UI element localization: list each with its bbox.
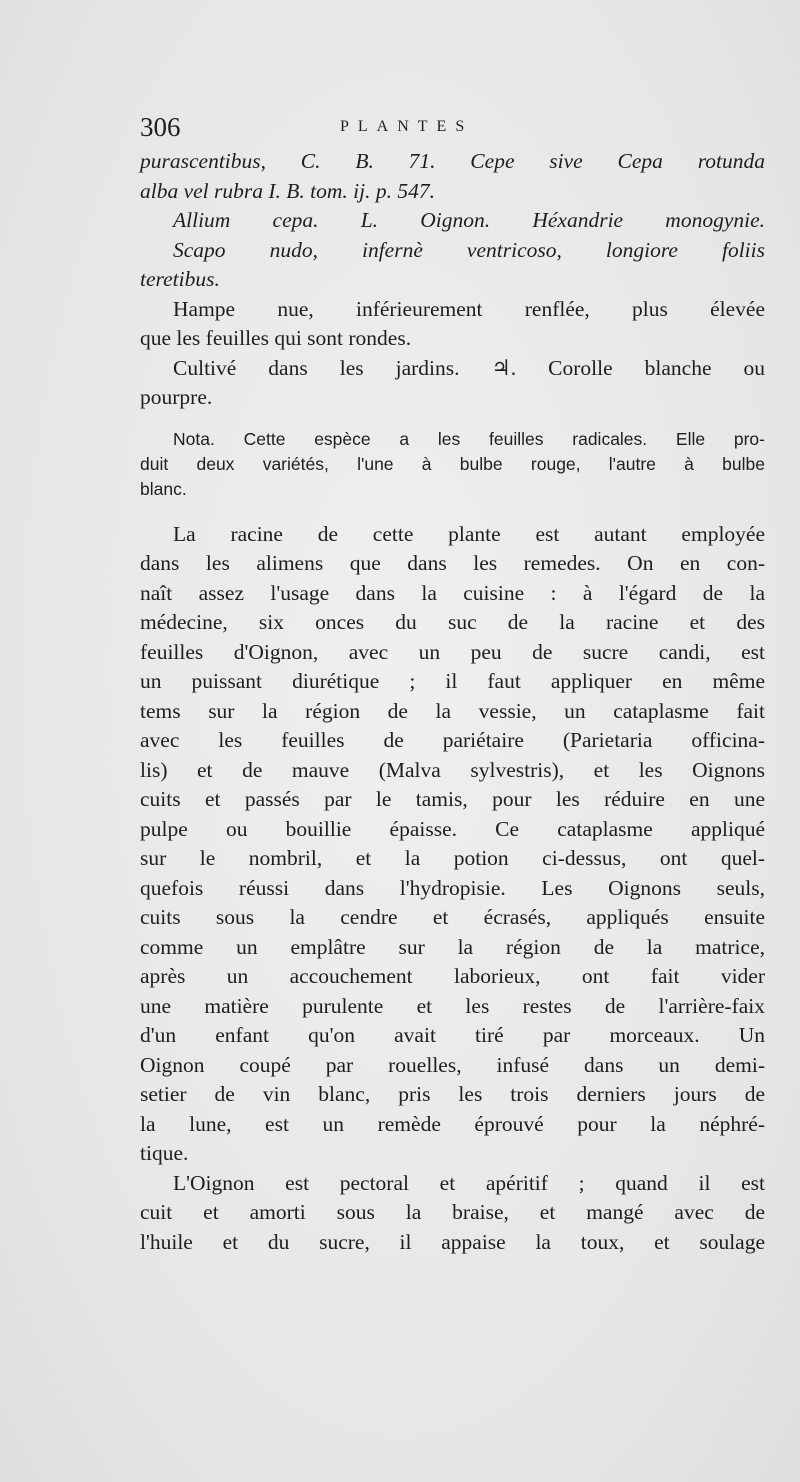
entry-line: purascentibus, C. B. 71. Cepe sive Cepa rotunda [140,149,765,173]
body-line: cuits sous la cendre et écrasés, appliqués ensuite [140,905,765,929]
body-line: tems sur la région de la vessie, un cataplasme fait [140,698,765,723]
entry-line: pourpre. [140,385,213,409]
body-line: médecine, six onces du suc de la racine et des [140,610,765,634]
body-line: une matière purulente et les restes de l'arrière-faix [140,993,765,1018]
body-line: naît assez l'usage dans la cuisine : à l'égard de la [140,580,765,605]
entry-line: Allium cepa. L. Oignon. Héxandrie monogynie. [173,208,765,232]
body-line: cuit et amorti sous la braise, et mangé avec de [140,1200,765,1224]
botanical-entry [140,147,765,413]
page-number: 306 [140,112,181,142]
body-line: cuits et passés par le tamis, pour les réduire en une [140,787,765,811]
body-line: tique. [140,1141,189,1165]
body-line: Oignon coupé par rouelles, infusé dans un demi- [140,1052,765,1077]
body-line: L'Oignon est pectoral et apéritif ; quand il est [173,1170,765,1195]
text-column [140,147,765,1257]
body-line: lis) et de mauve (Malva sylvestris), et les Oignons [140,757,765,782]
body-line: quefois réussi dans l'hydropisie. Les Oignons seuls, [140,875,765,900]
body-line: d'un enfant qu'on avait tiré par morceaux. Un [140,1023,765,1047]
entry-line: Cultivé dans les jardins. ♃. Corolle blanche ou [173,355,765,380]
body-line: la lune, est un remède éprouvé pour la néphré- [140,1111,765,1136]
nota-line: duit deux variétés, l'une à bulbe rouge, l'autre à bulbe [140,453,765,474]
body-line: sur le nombril, et la potion ci-dessus, ont quel- [140,846,765,870]
nota-paragraph [140,427,765,502]
body-line: avec les feuilles de pariétaire (Parietaria officina- [140,728,765,752]
entry-line: Scapo nudo, infernè ventricoso, longiore foliis [173,237,765,262]
body-line: pulpe ou bouillie épaisse. Ce cataplasme appliqué [140,816,765,841]
body-line: un puissant diurétique ; il faut appliquer en même [140,669,765,693]
entry-line: teretibus. [140,267,220,291]
body-paragraph [140,1169,765,1258]
running-title: PLANTES [340,118,474,135]
body-line: feuilles d'Oignon, avec un peu de sucre candi, est [140,639,765,664]
page-header [140,112,765,142]
body-line: après un accouchement laborieux, ont fait vider [140,964,765,988]
body-line: comme un emplâtre sur la région de la matrice, [140,934,765,959]
entry-line: que les feuilles qui sont rondes. [140,326,412,350]
nota-line: blanc. [140,478,187,499]
body-line: setier de vin blanc, pris les trois derniers jours de [140,1082,765,1106]
body-line: dans les alimens que dans les remedes. On en con- [140,551,765,575]
body-line: l'huile et du sucre, il appaise la toux, et soulage [140,1229,765,1254]
entry-line: Hampe nue, inférieurement renflée, plus élevée [173,296,765,321]
body-line: La racine de cette plante est autant employée [173,521,765,546]
entry-line: alba vel rubra I. B. tom. ij. p. 547. [140,178,436,203]
body-paragraph [140,520,765,1169]
nota-line: Nota. Cette espèce a les feuilles radicales. Elle pro- [173,428,765,449]
